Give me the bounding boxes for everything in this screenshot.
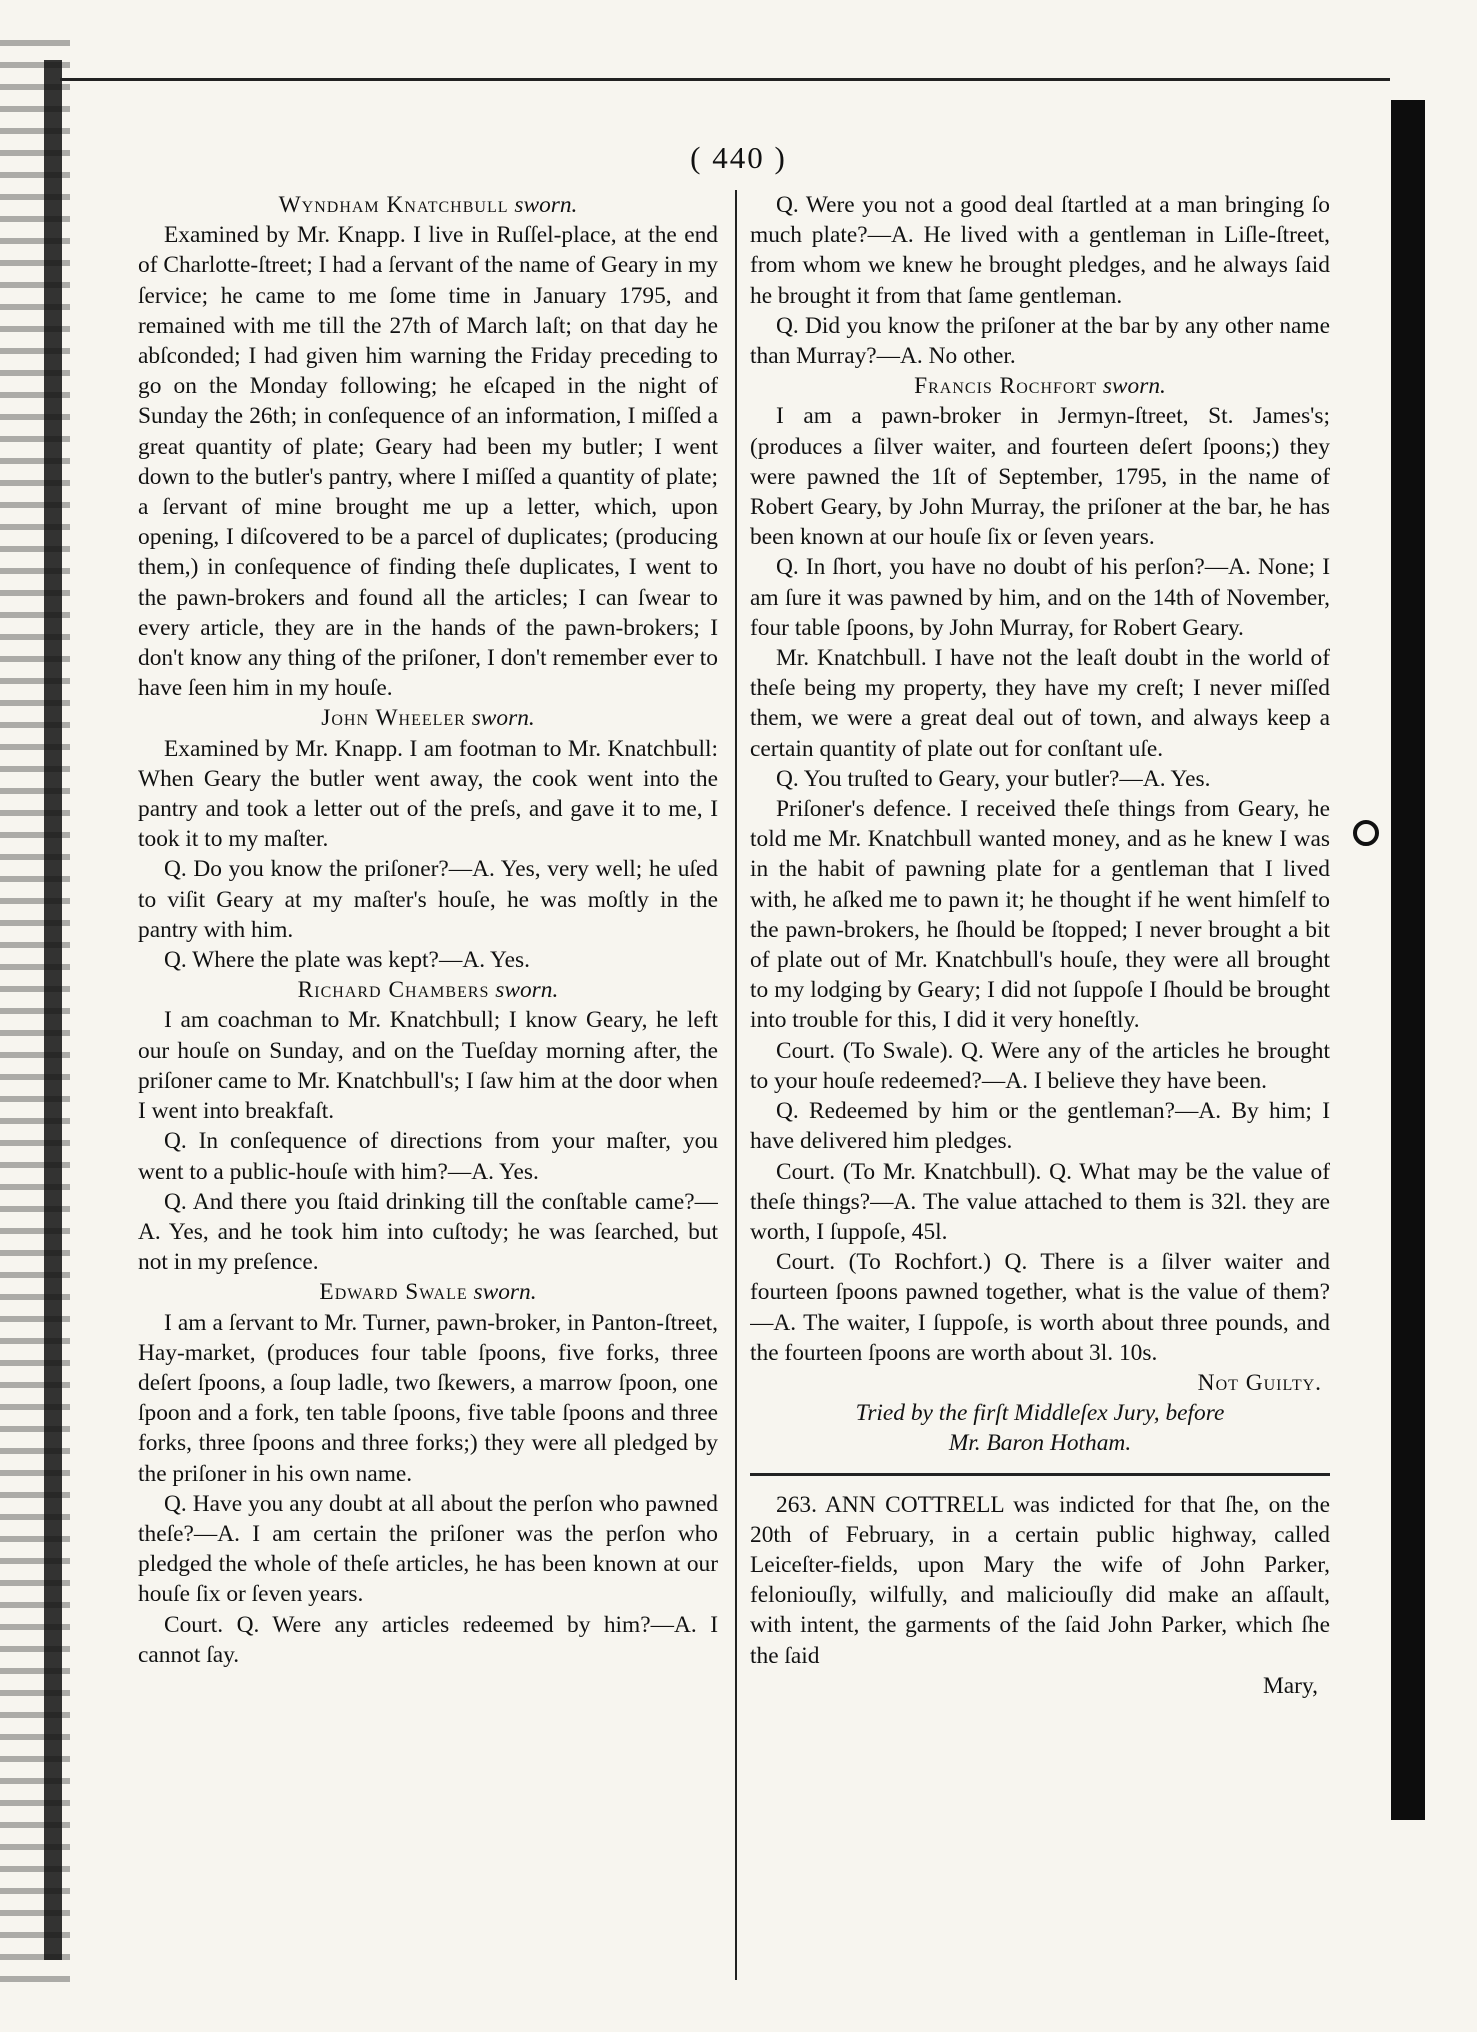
- text-columns: [138, 190, 1338, 1980]
- testimony-paragraph: Q. Where the plate was kept?—A. Yes.: [164, 947, 530, 974]
- binding-bar: [44, 60, 62, 1960]
- page-number: ( 440 ): [690, 140, 787, 175]
- witness-heading: [138, 975, 718, 1005]
- witness-name: Francis Rochfort: [914, 373, 1097, 400]
- testimony-paragraph: Q. Redeemed by him or the gentleman?—A. By him; I have delivered him pledges.: [750, 1098, 1330, 1155]
- testimony-paragraph: Court. (To Rochfort.) Q. There is a ſilver waiter and fourteen ſpoons pawned together, what is the value of them?—A. The waiter, I ſuppoſe, is worth about three pounds, and the fourteen ſpoons are worth about 3l. 10s.: [750, 1249, 1330, 1366]
- left-column: [138, 190, 718, 1980]
- right-edge-ring: [1353, 820, 1379, 846]
- sworn-label: sworn.: [1096, 373, 1166, 400]
- top-rule: [60, 78, 1390, 81]
- testimony-paragraph: Q. And there you ſtaid drinking till the conſtable came?—A. Yes, and he took him into cuſtody; he was ſearched, but not in my preſence.: [138, 1188, 718, 1276]
- sworn-label: sworn.: [465, 705, 535, 732]
- testimony-paragraph: Q. Do you know the priſoner?—A. Yes, very well; he uſed to viſit Geary at my maſter's houſe, he was moſtly in the pantry with him.: [138, 856, 718, 943]
- witness-heading: [138, 190, 718, 220]
- testimony-paragraph: Q. You truſted to Geary, your butler?—A. Yes.: [776, 765, 1211, 792]
- testimony-paragraph: I am coachman to Mr. Knatchbull; I know Geary, he left our houſe on Sunday, and on the Tueſday morning after, the priſoner came to Mr. Knatchbull's; I ſaw him at the door when I went into breakfaſt.: [138, 1007, 718, 1125]
- sworn-label: sworn.: [467, 1279, 537, 1306]
- testimony-paragraph: Priſoner's defence. I received theſe things from Geary, he told me Mr. Knatchbull wanted money, and as he knew I was in the habit of pawning plate for a gentleman that I lived with, he aſked me to pawn it; he thought if he went himſelf to the pawn-brokers, he ſhould be ſtopped; I never brought a bit of plate out of Mr. Knatchbull's houſe, they were all brought to my lodging by Geary; I did not ſuppoſe I ſhould be brought into trouble for this, I did it very honeſtly.: [750, 796, 1330, 1034]
- testimony-paragraph: I am a pawn-broker in Jermyn-ſtreet, St. James's; (produces a ſilver waiter, and fourteen deſert ſpoons;) they were pawned the 1ſt of September, 1795, in the name of Robert Geary, by John Murray, the priſoner at the bar, he has been known at our houſe ſix or ſeven years.: [750, 403, 1330, 551]
- column-divider: [735, 190, 737, 1980]
- witness-heading: [750, 371, 1330, 401]
- tried-by-line-2: Mr. Baron Hotham.: [948, 1430, 1132, 1457]
- testimony-paragraph: Court. Q. Were any articles redeemed by him?—A. I cannot ſay.: [138, 1611, 718, 1668]
- testimony-paragraph: Examined by Mr. Knapp. I live in Ruſſel-place, at the end of Charlotte-ſtreet; I had a ſervant of the name of Geary in my ſervice; he came to me ſome time in January 1795, and remained with me till the 27th of March laſt; on that day he abſconded; I had given him warning the Friday preceding to go on the Monday following; he eſcaped in the night of Sunday the 26th; in conſequence of an information, I miſſed a great quantity of plate; Geary had been my butler; I went down to the butler's pantry, where I miſſed a quantity of plate; a ſervant of mine brought me up a letter, which, upon opening, I diſcovered to be a parcel of duplicates; (producing them,) in conſequence of finding theſe duplicates, I went to the pawn-brokers and found all the articles; I can ſwear to every article, they are in the hands of the pawn-brokers; I don't know any thing of the priſoner, I don't remember ever to have ſeen him in my houſe.: [138, 222, 718, 702]
- tried-by-line-1: Tried by the firſt Middleſex Jury, before: [855, 1400, 1225, 1427]
- section-rule: [750, 1473, 1330, 1476]
- verdict: Not Guilty.: [1197, 1369, 1322, 1396]
- catchword: Mary,: [1263, 1672, 1318, 1699]
- witness-name: Wyndham Knatchbull: [278, 192, 509, 218]
- testimony-paragraph: Court. (To Mr. Knatchbull). Q. What may be the value of theſe things?—A. The value attached to them is 32l. they are worth, I ſuppoſe, 45l.: [750, 1158, 1330, 1245]
- right-edge-bar: [1391, 100, 1425, 1820]
- right-column: [750, 190, 1330, 1980]
- sworn-label: sworn.: [489, 977, 559, 1004]
- testimony-paragraph: Q. Were you not a good deal ſtartled at a man bringing ſo much plate?—A. He lived with a gentleman in Liſle-ſtreet, from whom we knew he brought pledges, and he always ſaid he brought it from that ſame gentleman.: [750, 192, 1330, 309]
- testimony-paragraph: Examined by Mr. Knapp. I am footman to Mr. Knatchbull: When Geary the butler went away, the cook went into the pantry and took a letter out of the preſs, and gave it to me, I took it to my maſter.: [138, 735, 718, 853]
- testimony-paragraph: Mr. Knatchbull. I have not the leaſt doubt in the world of theſe being my property, they have my creſt; I never miſſed them, we were a great deal out of town, and always keep a certain quantity of plate out for conſtant uſe.: [750, 645, 1330, 762]
- witness-heading: [138, 703, 718, 733]
- testimony-paragraph: I am a ſervant to Mr. Turner, pawn-broker, in Panton-ſtreet, Hay-market, (produces four table ſpoons, five forks, three deſert ſpoons, a ſoup ladle, two ſkewers, a marrow ſpoon, one ſpoon and a fork, ten table ſpoons, five table ſpoons and three forks, three ſpoons and three forks;) they were all pledged by the priſoner in his own name.: [138, 1309, 718, 1487]
- testimony-paragraph: Q. In ſhort, you have no doubt of his perſon?—A. None; I am ſure it was pawned by him, and on the 14th of November, four table ſpoons, by John Murray, for Robert Geary.: [750, 554, 1330, 641]
- witness-name: Edward Swale: [319, 1279, 468, 1306]
- witness-name: Richard Chambers: [297, 977, 490, 1004]
- case-paragraph: 263. ANN COTTRELL was indicted for that ſhe, on the 20th of February, in a certain public highway, called Leiceſter-fields, upon Mary the wife of John Parker, feloniouſly, wilfully, and maliciouſly did make an aſſault, with intent, the garments of the ſaid John Parker, which ſhe the ſaid: [750, 1491, 1330, 1669]
- testimony-paragraph: Q. Did you know the priſoner at the bar by any other name than Murray?—A. No other.: [750, 312, 1330, 370]
- testimony-paragraph: Q. In conſequence of directions from your maſter, you went to a public-houſe with him?—A. Yes.: [138, 1128, 718, 1185]
- testimony-paragraph: Q. Have you any doubt at all about the perſon who pawned theſe?—A. I am certain the priſoner was the perſon who pledged the whole of theſe articles, he has been known at our houſe ſix or ſeven years.: [138, 1490, 718, 1608]
- witness-heading: [138, 1277, 718, 1307]
- sworn-label: sworn.: [508, 192, 578, 218]
- witness-name: John Wheeler: [321, 705, 466, 732]
- tried-by-note: [750, 1398, 1330, 1458]
- testimony-paragraph: Court. (To Swale). Q. Were any of the articles he brought to your houſe redeemed?—A. I believe they have been.: [750, 1037, 1330, 1094]
